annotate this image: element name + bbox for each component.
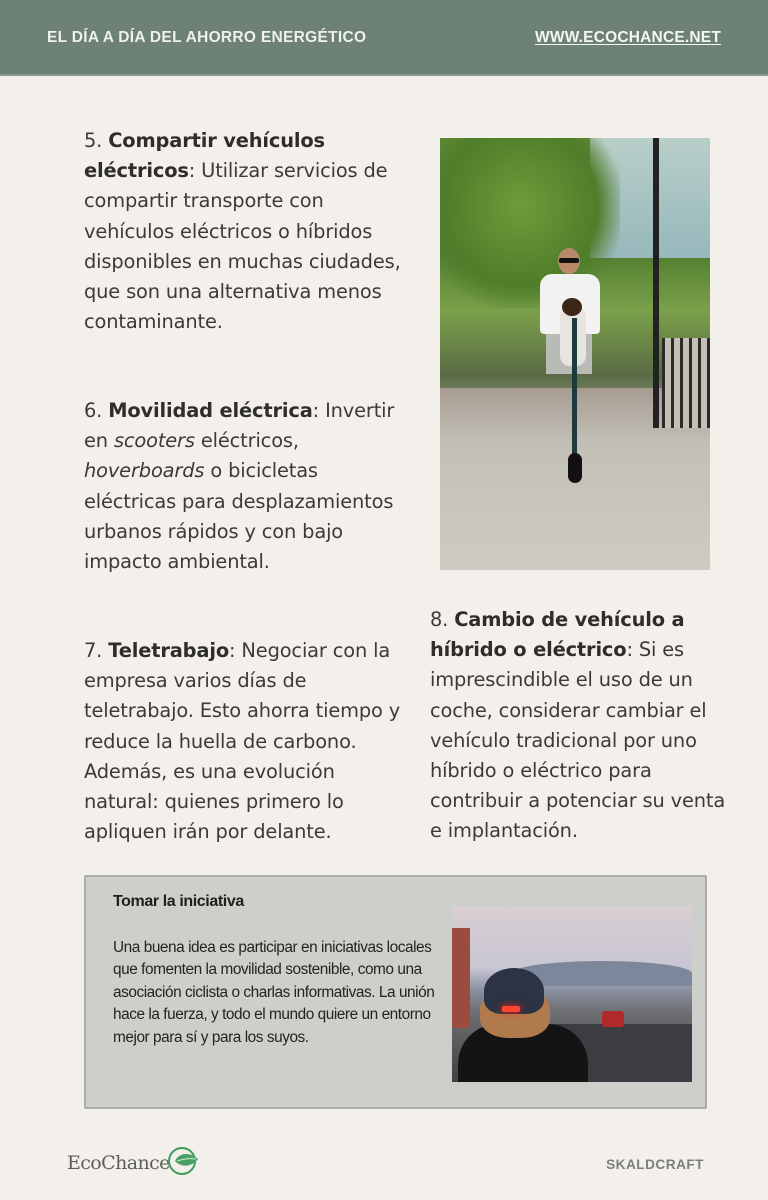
item-number: 5. [84,129,103,152]
item-5 [84,126,414,337]
item-text: : Utilizar servicios de compartir transporte con vehículos eléctricos o híbridos disponibles en muchas ciudades, que son una alternativa menos contaminante. [84,159,401,334]
footer-brand: SKALDCRAFT [606,1157,704,1172]
item-text: eléctricos, [194,429,299,453]
ecochance-logo[interactable] [67,1146,201,1180]
item-8 [430,605,730,847]
item-title: Cambio de vehículo a híbrido o eléctrico [430,608,685,662]
item-title: Movilidad eléctrica [108,399,313,422]
item-6 [84,396,414,577]
cyclist-photo [452,906,692,1082]
item-text: : Invertir en [84,399,395,453]
tip-box [84,875,707,1109]
header-title: EL DÍA A DÍA DEL AHORRO ENERGÉTICO [47,29,367,46]
item-italic-term: hoverboards [84,459,205,483]
item-number: 7. [84,639,103,662]
scooter-photo [440,138,710,570]
item-text: : Negociar con la empresa varios días de teletrabajo. Esto ahorra tiempo y reduce la huella de carbono. Además, es una evolución natural: quienes primero lo apliquen irán por delante. [84,639,401,844]
photo-railing [662,338,710,428]
item-text: : Si es imprescindible el uso de un coche, considerar cambiar el vehículo tradicional por uno híbrido o eléctrico para contribuir a potenciar su venta e implantación. [430,638,726,843]
leaf-icon [167,1144,201,1182]
item-title: Compartir vehículos eléctricos [84,129,325,183]
item-number: 6. [84,399,103,422]
photo-riders [532,248,606,408]
item-number: 8. [430,608,449,631]
item-title: Teletrabajo [108,639,230,662]
tip-title: Tomar la iniciativa [113,893,244,910]
logo-text: EcoChance [67,1152,170,1174]
photo-lamp-pole [653,138,659,428]
tip-text: Una buena idea es participar en iniciativas locales que fomenten la movilidad sostenible, como una asociación ciclista o charlas informativas. La unión hace la fuerza, y todo el mundo quiere un entorno mejor para sí y para los suyos. [113,939,435,1046]
item-text: o bicicletas eléctricas para desplazamientos urbanos rápidos y con bajo impacto ambiental. [84,459,394,574]
item-7 [84,636,414,847]
website-link[interactable]: WWW.ECOCHANCE.NET [535,29,721,46]
item-italic-term: scooters [113,429,195,453]
page-header [0,0,768,76]
